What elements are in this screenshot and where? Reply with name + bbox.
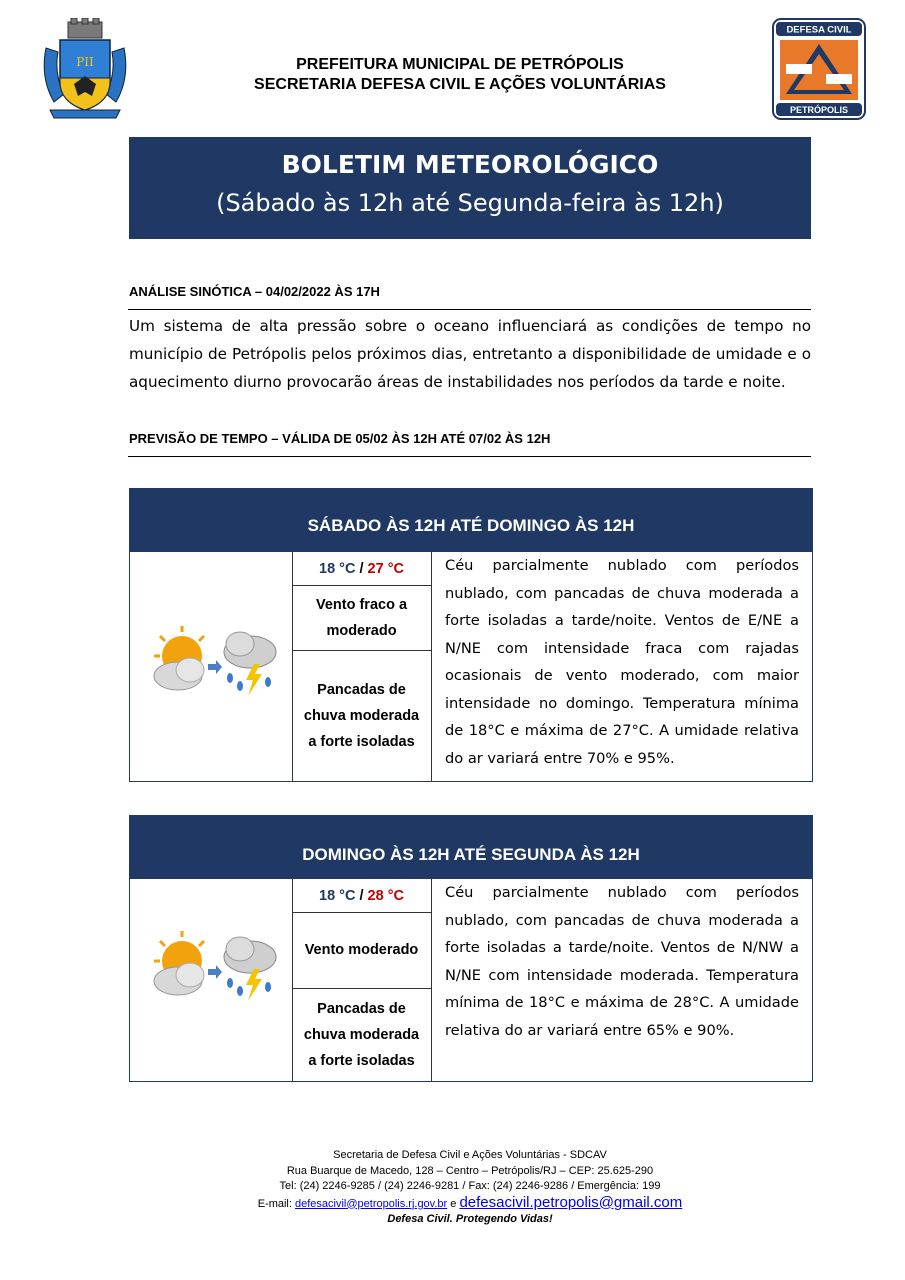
summary-cell — [292, 552, 432, 781]
wind-summary: Vento fraco a moderado — [292, 585, 431, 651]
rain-summary: Pancadas de chuva moderada a forte isoladas — [303, 681, 420, 750]
temp-min: 18 °C — [319, 560, 356, 577]
rain-summary: Pancadas de chuva moderada a forte isoladas — [303, 1000, 420, 1069]
forecast-divider — [128, 456, 811, 457]
weather-cell — [130, 552, 293, 781]
defesa-civil-logo-top-text: DEFESA CIVIL — [786, 24, 852, 36]
svg-text:PII: PII — [76, 55, 94, 69]
header-line-1: PREFEITURA MUNICIPAL DE PETRÓPOLIS — [296, 56, 624, 73]
temp-min: 18 °C — [319, 887, 356, 904]
sun-to-thunderstorm-rain-icon — [150, 929, 280, 1009]
header-title — [150, 55, 770, 95]
bulletin-title: BOLETIM METEOROLÓGICO — [281, 150, 659, 179]
forecast-card-1 — [129, 488, 813, 782]
forecast-card-title: SÁBADO ÀS 12H ATÉ DOMINGO ÀS 12H — [130, 489, 812, 552]
footer — [150, 1148, 790, 1228]
footer-address: Rua Buarque de Macedo, 128 – Centro – Petrópolis/RJ – CEP: 25.625-290 — [286, 1164, 654, 1177]
defesa-civil-logo-icon — [772, 18, 866, 120]
forecast-card-2 — [129, 815, 813, 1082]
footer-slogan: Defesa Civil. Protegendo Vidas! — [387, 1213, 553, 1225]
footer-phones: Tel: (24) 2246-9285 / (24) 2246-9281 / Fax: (24) 2246-9286 / Emergência: 199 — [279, 1180, 661, 1192]
analysis-heading: ANÁLISE SINÓTICA – 04/02/2022 ÀS 17H — [129, 284, 380, 299]
defesa-civil-logo-bottom-text: PETRÓPOLIS — [789, 105, 849, 115]
sun-to-thunderstorm-rain-icon — [150, 624, 280, 704]
email-label: E-mail: — [257, 1197, 292, 1210]
footer-org: Secretaria de Defesa Civil e Ações Voluntárias - SDCAV — [333, 1149, 607, 1161]
temperature-range — [292, 879, 431, 913]
analysis-text: Um sistema de alta pressão sobre o oceano influenciará as condições de tempo no município de Petrópolis pelos próximos dias, entretanto a disponibilidade de umidade e o aquecimento diurno provocarão áreas de instabilidades nos períodos da tarde e noite. — [129, 317, 811, 391]
footer-email-line — [150, 1195, 790, 1213]
bulletin-banner — [129, 137, 811, 239]
weather-cell — [130, 879, 293, 1081]
temperature-range — [292, 552, 431, 586]
temp-max: 27 °C — [367, 560, 404, 577]
temp-separator: / — [359, 560, 364, 577]
email-link-2[interactable]: defesacivil.petropolis@gmail.com — [459, 1193, 683, 1211]
bulletin-subtitle: (Sábado às 12h até Segunda-feira às 12h) — [216, 189, 724, 217]
email-join: e — [450, 1197, 457, 1210]
temp-separator: / — [359, 887, 364, 904]
wind-summary: Vento moderado — [292, 912, 431, 989]
header-line-2: SECRETARIA DEFESA CIVIL E AÇÕES VOLUNTÁRIAS — [254, 76, 666, 93]
forecast-card-title: DOMINGO ÀS 12H ATÉ SEGUNDA ÀS 12H — [130, 816, 812, 879]
temp-max: 28 °C — [367, 887, 404, 904]
email-link-1[interactable]: defesacivil@petropolis.rj.gov.br — [295, 1197, 448, 1210]
summary-cell — [292, 879, 432, 1081]
petropolis-coat-of-arms-icon — [40, 18, 130, 122]
forecast-heading: PREVISÃO DE TEMPO – VÁLIDA DE 05/02 ÀS 12H ATÉ 07/02 ÀS 12H — [129, 431, 551, 446]
forecast-description: Céu parcialmente nublado com períodos nublado, com pancadas de chuva moderada a forte isoladas a tarde/noite. Ventos de E/NE a N/NE com intensidade fraca com rajadas ocasionais de vento moderado, com maior intensidade no domingo. Temperatura mínima de 18°C e máxima de 27°C. A umidade relativa do ar variará entre 70% e 95%. — [445, 557, 799, 767]
analysis-divider — [128, 309, 811, 310]
forecast-description: Céu parcialmente nublado com períodos nublado, com pancadas de chuva moderada a forte isoladas a tarde/noite. Ventos de N/NW a N/NE com intensidade moderada. Temperatura mínima de 18°C e máxima de 28°C. A umidade relativa do ar variará entre 65% e 90%. — [445, 884, 799, 1039]
